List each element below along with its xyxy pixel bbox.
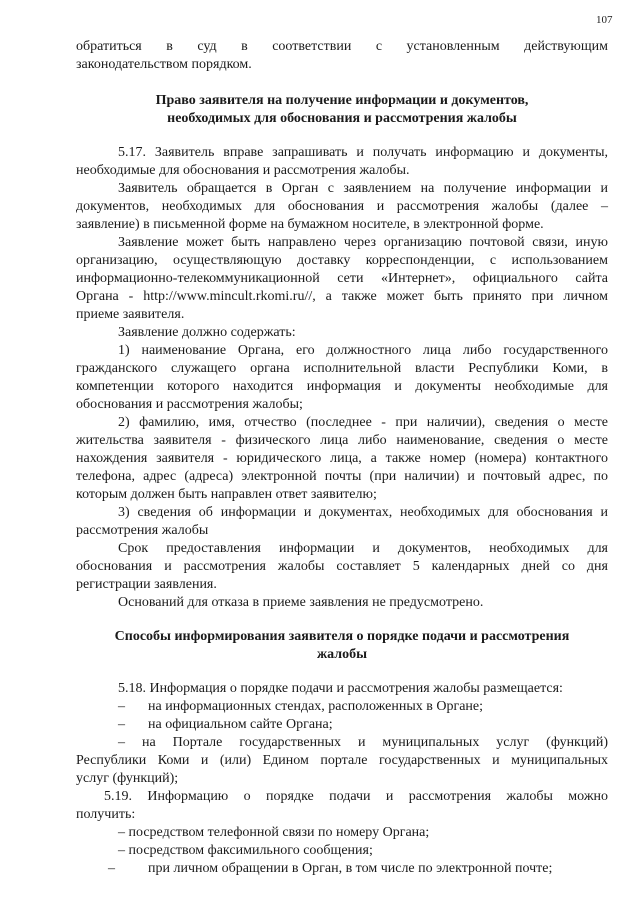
text-line: информационно-телекоммуникационной сети «Интернет», официального сайта <box>76 271 608 286</box>
text-line: рассмотрения жалобы <box>76 523 209 538</box>
text-line: – <box>118 699 125 714</box>
text-line: нахождения заявителя - юридического лица, а также номер (номера) контактного <box>76 451 608 466</box>
text-line: приеме заявителя. <box>76 307 185 322</box>
text-line: услуг (функций); <box>76 771 179 786</box>
section-heading-line: Право заявителя на получение информации и документов, <box>155 93 529 108</box>
text-line: Органа - http://www.mincult.rkomi.ru//, а также может быть принято при личном <box>76 289 608 304</box>
text-line: организацию, осуществляющую доставку корреспонденции, с использованием <box>76 253 608 268</box>
text-line: необходимые для обоснования и рассмотрения жалобы. <box>76 163 410 178</box>
text-line: на информационных стендах, расположенных в Органе; <box>148 699 484 714</box>
text-line: Срок предоставления информации и документов, необходимых для <box>118 541 608 556</box>
text-line: обоснования и рассмотрения жалобы составляет 5 календарных дней со дня <box>76 559 608 574</box>
text-line: – на Портале государственных и муниципальных услуг (функций) <box>118 735 608 750</box>
section-heading-line: необходимых для обоснования и рассмотрения жалобы <box>167 111 517 126</box>
text-line: компетенции которого находится информация и документы необходимые для <box>76 379 608 394</box>
text-line: которым должен быть направлен ответ заявителю; <box>76 487 377 502</box>
text-line: документов, необходимых для обоснования и рассмотрения жалобы (далее – <box>76 199 608 214</box>
text-line: жительства заявителя - физического лица либо наименование, сведения о месте <box>76 433 608 448</box>
text-line: обоснования и рассмотрения жалобы; <box>76 397 303 412</box>
text-line: 5.19. Информацию о порядке подачи и рассмотрения жалобы можно <box>104 789 608 804</box>
text-line: 3) сведения об информации и документах, необходимых для обоснования и <box>118 505 608 520</box>
text-line: Заявитель обращается в Орган с заявлением на получение информации и <box>118 181 608 196</box>
text-line: 5.17. Заявитель вправе запрашивать и получать информацию и документы, <box>118 145 608 160</box>
text-line: получить: <box>76 807 136 822</box>
text-line: 1) наименование Органа, его должностного лица либо государственного <box>118 343 608 358</box>
text-line: на официальном сайте Органа; <box>148 717 333 732</box>
text-line: Заявление должно содержать: <box>118 325 296 340</box>
text-line: обратиться в суд в соответствии с установленным действующим <box>76 39 608 54</box>
text-line: телефона, адрес (адреса) электронной почты (при наличии) и почтовый адрес, по <box>76 469 608 484</box>
text-line: 2) фамилию, имя, отчество (последнее - при наличии), сведения о месте <box>118 415 608 430</box>
text-line: гражданского служащего органа исполнительной власти Республики Коми, в <box>76 361 608 376</box>
text-line: – <box>108 861 115 876</box>
text-line: Оснований для отказа в приеме заявления не предусмотрено. <box>118 595 484 610</box>
section-heading-line: жалобы <box>316 647 368 662</box>
text-line: – <box>118 717 125 732</box>
text-line: 5.18. Информация о порядке подачи и рассмотрения жалобы размещается: <box>118 681 563 696</box>
text-line: – посредством факсимильного сообщения; <box>118 843 373 858</box>
text-line: при личном обращении в Орган, в том числе по электронной почте; <box>148 861 553 876</box>
text-line: Республики Коми и (или) Едином портале государственных и муниципальных <box>76 753 608 768</box>
text-line: законодательством порядком. <box>76 57 252 72</box>
text-line: заявление) в письменной форме на бумажном носителе, в электронной форме. <box>76 217 544 232</box>
section-heading-line: Способы информирования заявителя о порядке подачи и рассмотрения <box>114 629 570 644</box>
text-line: – посредством телефонной связи по номеру Органа; <box>118 825 430 840</box>
text-line: регистрации заявления. <box>76 577 217 592</box>
page-number: 107 <box>596 14 613 26</box>
text-line: Заявление может быть направлено через организацию почтовой связи, иную <box>118 235 608 250</box>
